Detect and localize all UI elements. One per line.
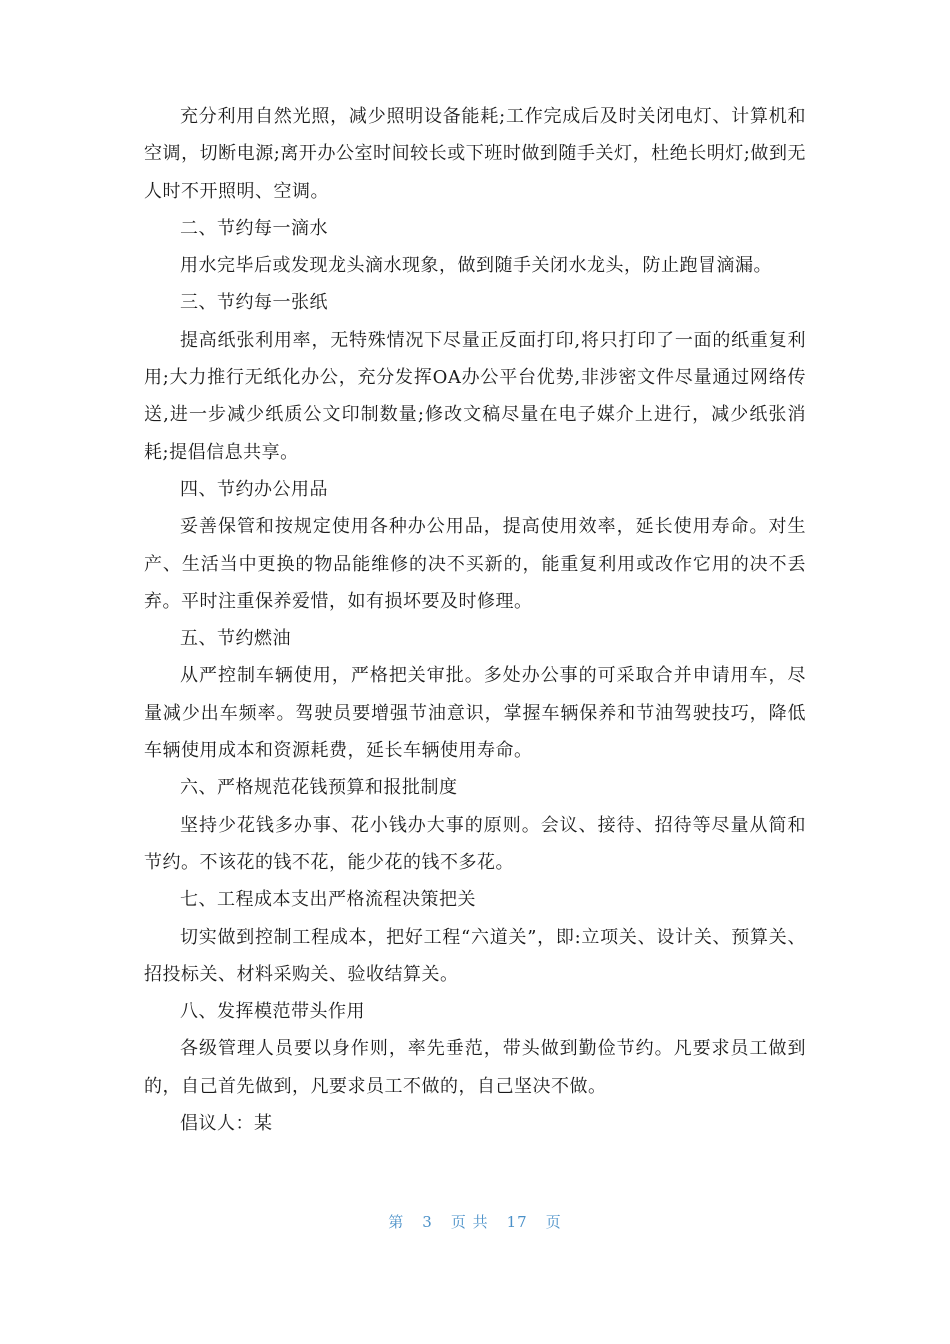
section-heading-role-model: 八、发挥模范带头作用 xyxy=(180,1001,365,1023)
footer-page-number: 3 xyxy=(422,1213,433,1231)
document-body xyxy=(144,98,806,1142)
paragraph-lighting: 充分利用自然光照，减少照明设备能耗;工作完成后及时关闭电灯、计算机和空调，切断电源;离开办公室时间较长或下班时做到随手关灯，杜绝长明灯;做到无人时不开照明、空调。 xyxy=(144,106,806,202)
section-heading-fuel: 五、节约燃油 xyxy=(180,628,291,650)
signature-line: 倡议人：某 xyxy=(180,1113,273,1135)
paragraph-paper: 提高纸张利用率，无特殊情况下尽量正反面打印,将只打印了一面的纸重复利用;大力推行无纸化办公，充分发挥OA办公平台优势,非涉密文件尽量通过网络传送,进一步减少纸质公文印制数量;修改文稿尽量在电子媒介上进行，减少纸张消耗;提倡信息共享。 xyxy=(144,329,806,463)
paragraph-fuel: 从严控制车辆使用，严格把关审批。多处办公事的可采取合并申请用车，尽量减少出车频率。驾驶员要增强节油意识，掌握车辆保养和节油驾驶技巧，降低车辆使用成本和资源耗费，延长车辆使用寿命。 xyxy=(144,665,806,762)
section-heading-office-supplies: 四、节约办公用品 xyxy=(180,478,328,500)
paragraph-office-supplies: 妥善保管和按规定使用各种办公用品，提高使用效率，延长使用寿命。对生产、生活当中更换的物品能维修的决不买新的，能重复利用或改作它用的决不丢弃。平时注重保养爱惜，如有损坏要及时修理。 xyxy=(144,516,806,612)
footer-total-pages: 17 xyxy=(506,1213,528,1231)
paragraph-role-model: 各级管理人员要以身作则，率先垂范，带头做到勤俭节约。凡要求员工做到的，自己首先做到，凡要求员工不做的，自己坚决不做。 xyxy=(144,1038,806,1097)
page-footer xyxy=(0,1211,950,1232)
section-heading-water: 二、节约每一滴水 xyxy=(180,217,328,239)
paragraph-engineering-cost: 切实做到控制工程成本，把好工程“六道关”，即:立项关、设计关、预算关、招投标关、材料采购关、验收结算关。 xyxy=(144,926,806,985)
footer-prefix: 第 xyxy=(388,1213,405,1231)
footer-suffix: 页 xyxy=(545,1213,562,1231)
paragraph-water: 用水完毕后或发现龙头滴水现象，做到随手关闭水龙头，防止跑冒滴漏。 xyxy=(180,255,772,277)
paragraph-budget: 坚持少花钱多办事、花小钱办大事的原则。会议、接待、招待等尽量从简和节约。不该花的钱不花，能少花的钱不多花。 xyxy=(144,814,806,873)
section-heading-paper: 三、节约每一张纸 xyxy=(180,292,328,314)
section-heading-budget: 六、严格规范花钱预算和报批制度 xyxy=(180,777,458,799)
footer-middle: 页 共 xyxy=(450,1213,489,1231)
section-heading-engineering-cost: 七、工程成本支出严格流程决策把关 xyxy=(180,889,476,911)
